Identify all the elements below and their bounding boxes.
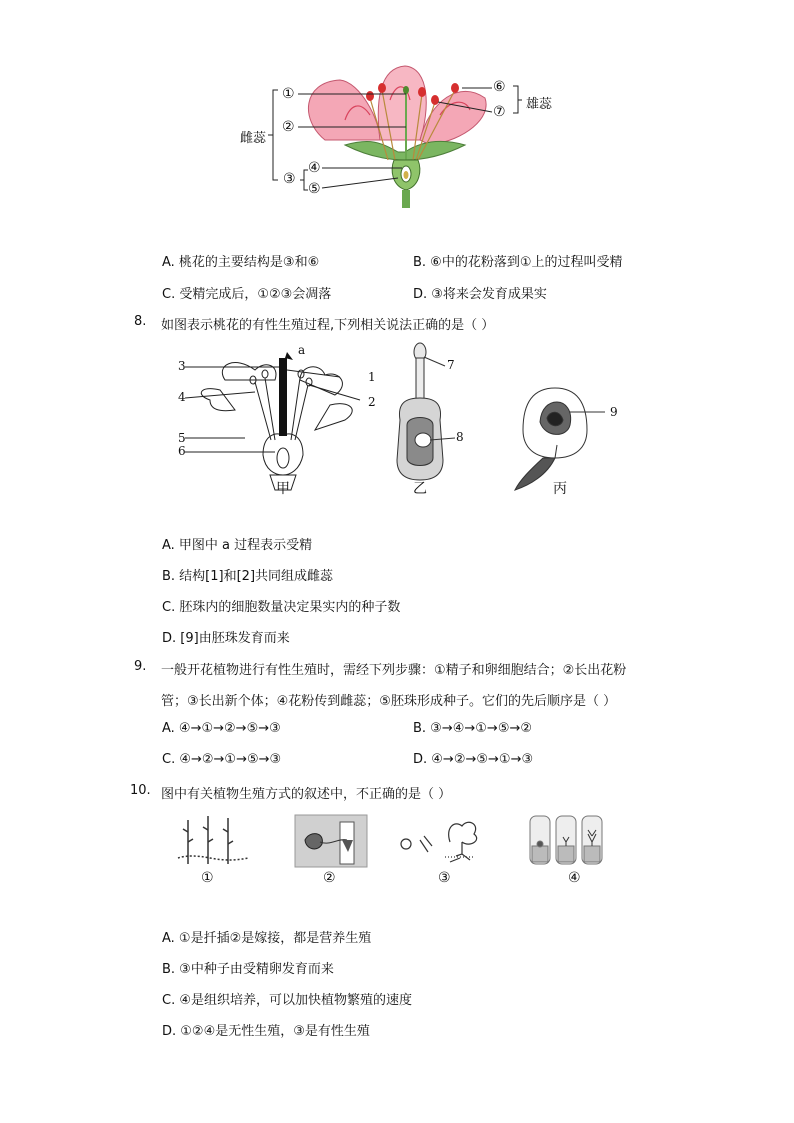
- fig8-label-3: 3: [178, 359, 186, 373]
- q9-number: 9.: [134, 659, 147, 674]
- flower-section-jia: [201, 363, 352, 490]
- label-6: ⑥: [493, 79, 506, 95]
- fig8-label-5: 5: [178, 431, 186, 445]
- fig10-caption-4: ④: [568, 870, 581, 886]
- fruit-section-bing: [515, 388, 605, 490]
- label-1: ①: [282, 86, 295, 102]
- q10-number: 10.: [130, 783, 151, 798]
- q9-stem-line1: 一般开花植物进行有性生殖时，需经下列步骤：①精子和卵细胞结合；②长出花粉: [161, 663, 627, 678]
- flower-stalk: [402, 190, 410, 208]
- q8-number: 8.: [134, 314, 147, 329]
- pistil-label: 雌蕊: [240, 131, 267, 146]
- q7-option-b[interactable]: B. ⑥中的花粉落到①上的过程叫受精: [413, 255, 623, 270]
- label-3: ③: [283, 171, 296, 187]
- seed-germination-figure: [401, 822, 477, 862]
- q8-option-a[interactable]: A. 甲图中 a 过程表示受精: [162, 538, 313, 553]
- fig10-caption-3: ③: [438, 870, 451, 886]
- q8-stem: 如图表示桃花的有性生殖过程,下列相关说法正确的是（ ）: [161, 318, 495, 333]
- q9-option-a[interactable]: A. ④→①→②→⑤→③: [162, 721, 281, 736]
- style-jia: [279, 358, 287, 436]
- q8-option-c[interactable]: C. 胚珠内的细胞数量决定果实内的种子数: [162, 600, 401, 615]
- tissue-culture-figure: [530, 816, 602, 864]
- fig8-label-4: 4: [178, 390, 186, 404]
- label-4: ④: [308, 160, 321, 176]
- label-7: ⑦: [493, 104, 506, 120]
- fig10-caption-1: ①: [201, 870, 214, 886]
- q9-stem-line2: 管；③长出新个体；④花粉传到雌蕊；⑤胚珠形成种子。它们的先后顺序是（ ）: [161, 694, 617, 709]
- q10-option-c[interactable]: C. ④是组织培养，可以加快植物繁殖的速度: [162, 993, 412, 1008]
- fig8-label-9: 9: [610, 405, 618, 419]
- peach-reproduction-diagram: [175, 340, 635, 500]
- q7-option-d[interactable]: D. ③将来会发育成果实: [413, 287, 547, 302]
- q10-option-a[interactable]: A. ①是扦插②是嫁接，都是营养生殖: [162, 931, 372, 946]
- q7-option-a[interactable]: A. 桃花的主要结构是③和⑥: [162, 255, 320, 270]
- plant-reproduction-figures: [170, 812, 630, 872]
- fig8-label-8: 8: [456, 430, 464, 444]
- q10-option-b[interactable]: B. ③中种子由受精卵发育而来: [162, 962, 334, 977]
- grafting-figure: [295, 815, 367, 867]
- q8-option-d[interactable]: D. [9]由胚珠发育而来: [162, 631, 290, 646]
- q10-stem: 图中有关植物生殖方式的叙述中，不正确的是（ ）: [161, 787, 452, 802]
- fig8-label-2: 2: [368, 395, 376, 409]
- q9-option-c[interactable]: C. ④→②→①→⑤→③: [162, 752, 282, 767]
- fig8-caption-bing: 丙: [553, 481, 567, 497]
- label-2: ②: [282, 119, 295, 135]
- q7-option-c[interactable]: C. 受精完成后，①②③会凋落: [162, 287, 332, 302]
- label-5: ⑤: [308, 181, 321, 197]
- stamen-label: 雄蕊: [526, 97, 553, 112]
- fig8-caption-jia: 甲: [276, 481, 290, 497]
- peach-flower-diagram: [230, 60, 570, 210]
- q9-option-d[interactable]: D. ④→②→⑤→①→③: [413, 752, 534, 767]
- fig8-caption-yi: 乙: [413, 481, 427, 497]
- q10-option-d[interactable]: D. ①②④是无性生殖，③是有性生殖: [162, 1024, 370, 1039]
- q8-option-b[interactable]: B. 结构[1]和[2]共同组成雌蕊: [162, 569, 334, 584]
- fig8-label-a: a: [298, 343, 306, 357]
- cutting-figure: [178, 816, 248, 864]
- fig8-label-1: 1: [368, 370, 376, 384]
- q9-option-b[interactable]: B. ③→④→①→⑤→②: [413, 721, 533, 736]
- fig8-label-6: 6: [178, 444, 186, 458]
- fig10-caption-2: ②: [323, 870, 336, 886]
- fig8-label-7: 7: [447, 358, 455, 372]
